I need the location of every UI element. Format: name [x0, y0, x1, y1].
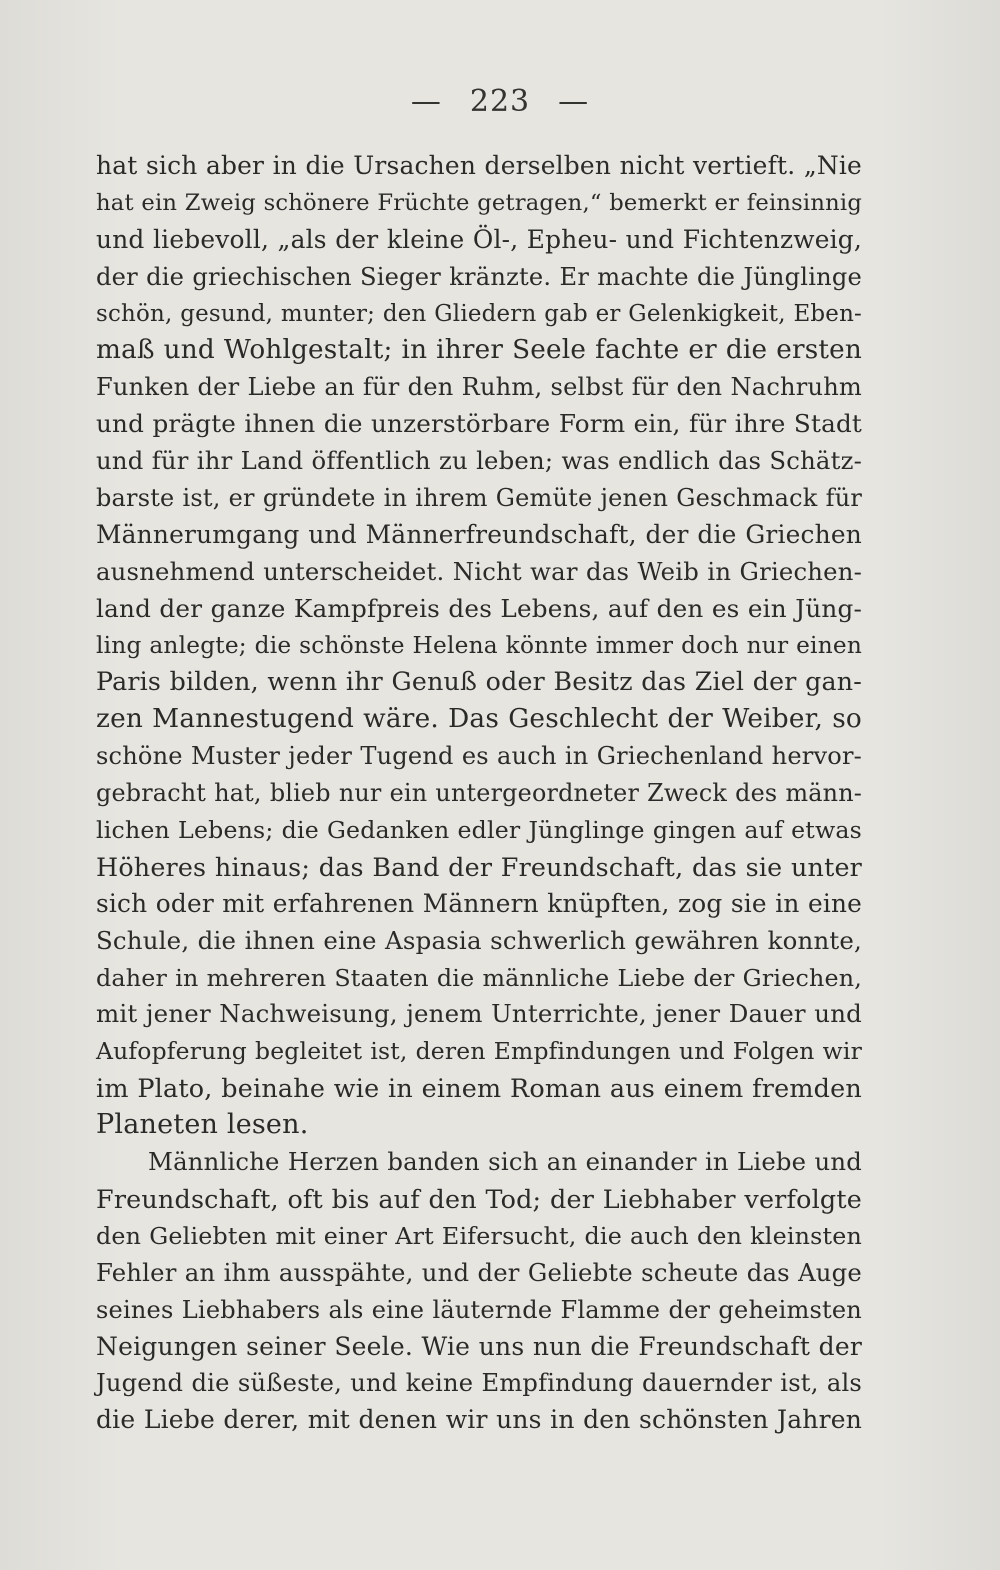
text-line: die Liebe derer, mit denen wir uns in den schönsten Jahren: [96, 1405, 862, 1435]
header-dash-left: —: [410, 84, 442, 119]
text-line: Fehler an ihm ausspähte, und der Geliebte scheute das Auge: [96, 1257, 862, 1287]
text-line: sich oder mit erfahrenen Männern knüpften, zog sie in eine: [96, 888, 862, 918]
text-line: Planeten lesen.: [96, 1109, 309, 1141]
text-line: Funken der Liebe an für den Ruhm, selbst für den Nachruhm: [96, 373, 862, 402]
text-line: hat ein Zweig schönere Früchte getragen,“ bemerkt er feinsinnig: [96, 189, 862, 216]
paragraph-1: [96, 148, 862, 1144]
text-line: und prägte ihnen die unzerstörbare Form ein, für ihre Stadt: [96, 409, 862, 439]
text-line: Männliche Herzen banden sich an einander in Liebe und: [148, 1147, 862, 1177]
text-line: zen Mannestugend wäre. Das Geschlecht der Weiber, so: [96, 704, 862, 735]
text-line: ling anlegte; die schönste Helena könnte immer doch nur einen: [96, 631, 862, 659]
text-line: im Plato, beinahe wie in einem Roman aus einem fremden: [96, 1073, 862, 1104]
text-line: der die griechischen Sieger kränzte. Er machte die Jünglinge: [96, 262, 862, 291]
text-line: schöne Muster jeder Tugend es auch in Griechenland hervor-: [96, 742, 862, 771]
text-line: Jugend die süßeste, und keine Empfindung dauernder ist, als: [96, 1369, 862, 1398]
text-line: Neigungen seiner Seele. Wie uns nun die Freundschaft der: [96, 1331, 862, 1361]
text-line: ausnehmend unterscheidet. Nicht war das Weib in Griechen-: [96, 556, 862, 586]
body-text: [96, 148, 862, 1439]
text-line: den Geliebten mit einer Art Eifersucht, die auch den kleinsten: [96, 1221, 862, 1250]
text-line: schön, gesund, munter; den Gliedern gab er Gelenkigkeit, Eben-: [96, 300, 862, 327]
text-line: Freundschaft, oft bis auf den Tod; der Liebhaber verfolgte: [96, 1183, 862, 1214]
page-header: [0, 84, 1000, 119]
text-line: hat sich aber in die Ursachen derselben nicht vertieft. „Nie: [96, 151, 862, 180]
header-dash-right: —: [558, 84, 590, 119]
paragraph-2: [96, 1144, 862, 1439]
text-line: Höheres hinaus; das Band der Freundschaft, das sie unter: [96, 851, 862, 882]
text-line: gebracht hat, blieb nur ein untergeordneter Zweck des männ-: [96, 779, 862, 808]
page-number: 223: [469, 84, 531, 119]
text-line: Paris bilden, wenn ihr Genuß oder Besitz das Ziel der gan-: [96, 667, 862, 697]
text-line: Schule, die ihnen eine Aspasia schwerlich gewähren konnte,: [96, 925, 862, 955]
text-line: land der ganze Kampfpreis des Lebens, auf den es ein Jüng-: [96, 593, 862, 623]
text-line: mit jener Nachweisung, jenem Unterrichte, jener Dauer und: [96, 999, 862, 1029]
text-line: lichen Lebens; die Gedanken edler Jünglinge gingen auf etwas: [96, 816, 862, 845]
text-line: daher in mehreren Staaten die männliche Liebe der Griechen,: [96, 963, 862, 992]
text-line: maß und Wohlgestalt; in ihrer Seele fachte er die ersten: [96, 335, 862, 366]
text-line: und liebevoll, „als der kleine Öl-, Epheu- und Fichtenzweig,: [96, 224, 862, 254]
text-line: barste ist, er gründete in ihrem Gemüte jenen Geschmack für: [96, 484, 862, 513]
text-line: Männerumgang und Männerfreundschaft, der die Griechen: [96, 519, 862, 549]
text-line: und für ihr Land öffentlich zu leben; was endlich das Schätz-: [96, 446, 862, 476]
text-line: Aufopferung begleitet ist, deren Empfindungen und Folgen wir: [96, 1037, 862, 1066]
text-line: seines Liebhabers als eine läuternde Flamme der geheimsten: [96, 1295, 862, 1324]
